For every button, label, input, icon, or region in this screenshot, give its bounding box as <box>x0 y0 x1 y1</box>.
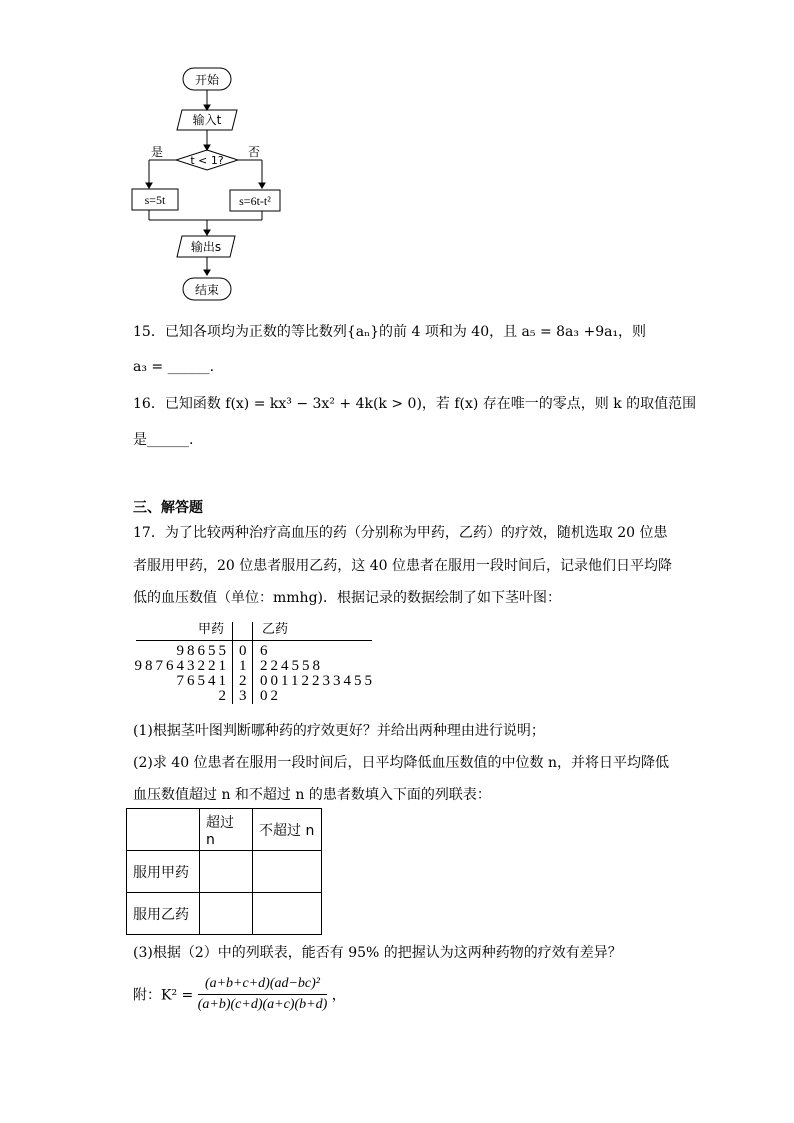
stem-leaf-row-stem: 3 <box>239 688 250 704</box>
stem-leaf-divider-2 <box>252 622 253 704</box>
q17-intro-line3: 低的血压数值（单位：mmhg)．根据记录的数据绘制了如下茎叶图： <box>133 590 561 606</box>
formula-numerator: (a+b+c+d)(ad−bc)² <box>198 976 328 995</box>
formula-fraction <box>198 976 328 1013</box>
stem-leaf-right-header: 乙药 <box>262 622 289 637</box>
table-header-not-over-n: 不超过 n <box>253 809 322 851</box>
flow-end-label: 结束 <box>194 283 220 297</box>
flow-output-label: 输出s <box>190 240 222 254</box>
stem-leaf-row-left: 987643221 <box>134 658 229 674</box>
q16-line2: 是______. <box>133 432 194 448</box>
stem-leaf-row-right: 02 <box>260 688 281 704</box>
stem-leaf-header-rule <box>136 640 372 641</box>
stem-leaf-row-stem: 0 <box>239 643 250 659</box>
stem-leaf-row-stem: 1 <box>239 658 250 674</box>
table-corner-cell <box>127 809 200 851</box>
table-cell-empty[interactable] <box>253 851 322 893</box>
appendix-formula <box>133 976 346 1013</box>
flow-yes-label: 是 <box>150 145 164 159</box>
table-cell-empty[interactable] <box>253 893 322 935</box>
stem-leaf-row-right: 00112233455 <box>260 673 375 689</box>
table-cell-empty[interactable] <box>200 893 253 935</box>
table-row <box>127 851 322 893</box>
formula-tail: ， <box>331 987 346 1004</box>
stem-leaf-row-left: 2 <box>218 688 229 704</box>
q16-line1: 16．已知函数 f(x) = kx³ − 3x² + 4k(k > 0)，若 f(x) 存在唯一的零点，则 k 的取值范围 <box>133 396 697 412</box>
q17-intro-line1: 17．为了比较两种治疗高血压的药（分别称为甲药，乙药）的疗效，随机选取 20 位患 <box>133 525 668 541</box>
q17-part1: (1)根据茎叶图判断哪种药的疗效更好？并给出两种理由进行说明； <box>133 723 545 739</box>
flow-right-assign: s=6t-t² <box>239 194 271 208</box>
q17-intro-line2: 者服用甲药，20 位患者服用乙药，这 40 位患者在服用一段时间后，记录他们日平均降 <box>133 558 672 574</box>
flow-left-assign: s=5t <box>144 193 166 207</box>
contingency-table <box>126 808 322 935</box>
stem-leaf-left-header: 甲药 <box>198 622 225 637</box>
flow-start-label: 开始 <box>194 73 220 87</box>
table-cell-empty[interactable] <box>200 851 253 893</box>
table-header-over-n: 超过 n <box>200 809 253 851</box>
stem-leaf-plot <box>134 620 375 706</box>
section-title: 三、解答题 <box>133 500 203 516</box>
flow-no-label: 否 <box>247 145 261 159</box>
q17-part2-line1: (2)求 40 位患者在服用一段时间后，日平均降低血压数值的中位数 n，并将日平均降低 <box>133 755 670 771</box>
stem-leaf-row-right: 224558 <box>260 658 323 674</box>
table-row-label: 服用乙药 <box>127 893 200 935</box>
appendix-label: 附：K² = <box>133 987 194 1004</box>
stem-leaf-row-stem: 2 <box>239 673 250 689</box>
table-row <box>127 893 322 935</box>
table-row-label: 服用甲药 <box>127 851 200 893</box>
table-row <box>127 809 322 851</box>
q15-line1: 15．已知各项均为正数的等比数列{aₙ}的前 4 项和为 40，且 a₅ = 8a₃ +9a₁，则 <box>133 324 647 340</box>
q17-part2-line2: 血压数值超过 n 和不超过 n 的患者数填入下面的列联表： <box>133 787 491 803</box>
stem-leaf-row-left: 98655 <box>176 643 229 659</box>
stem-leaf-row-left: 76541 <box>176 673 229 689</box>
q17-part3: (3)根据（2）中的列联表，能否有 95% 的把握认为这两种药物的疗效有差异？ <box>133 945 622 961</box>
q15-line2: a₃ = ______. <box>133 359 215 375</box>
stem-leaf-row-right: 6 <box>260 643 271 659</box>
flowchart <box>120 60 300 310</box>
stem-leaf-divider-1 <box>232 622 233 704</box>
flow-input-label: 输入t <box>192 113 222 127</box>
formula-denominator: (a+b)(c+d)(a+c)(b+d) <box>197 997 328 1012</box>
flow-condition-label: t < 1? <box>190 154 224 167</box>
